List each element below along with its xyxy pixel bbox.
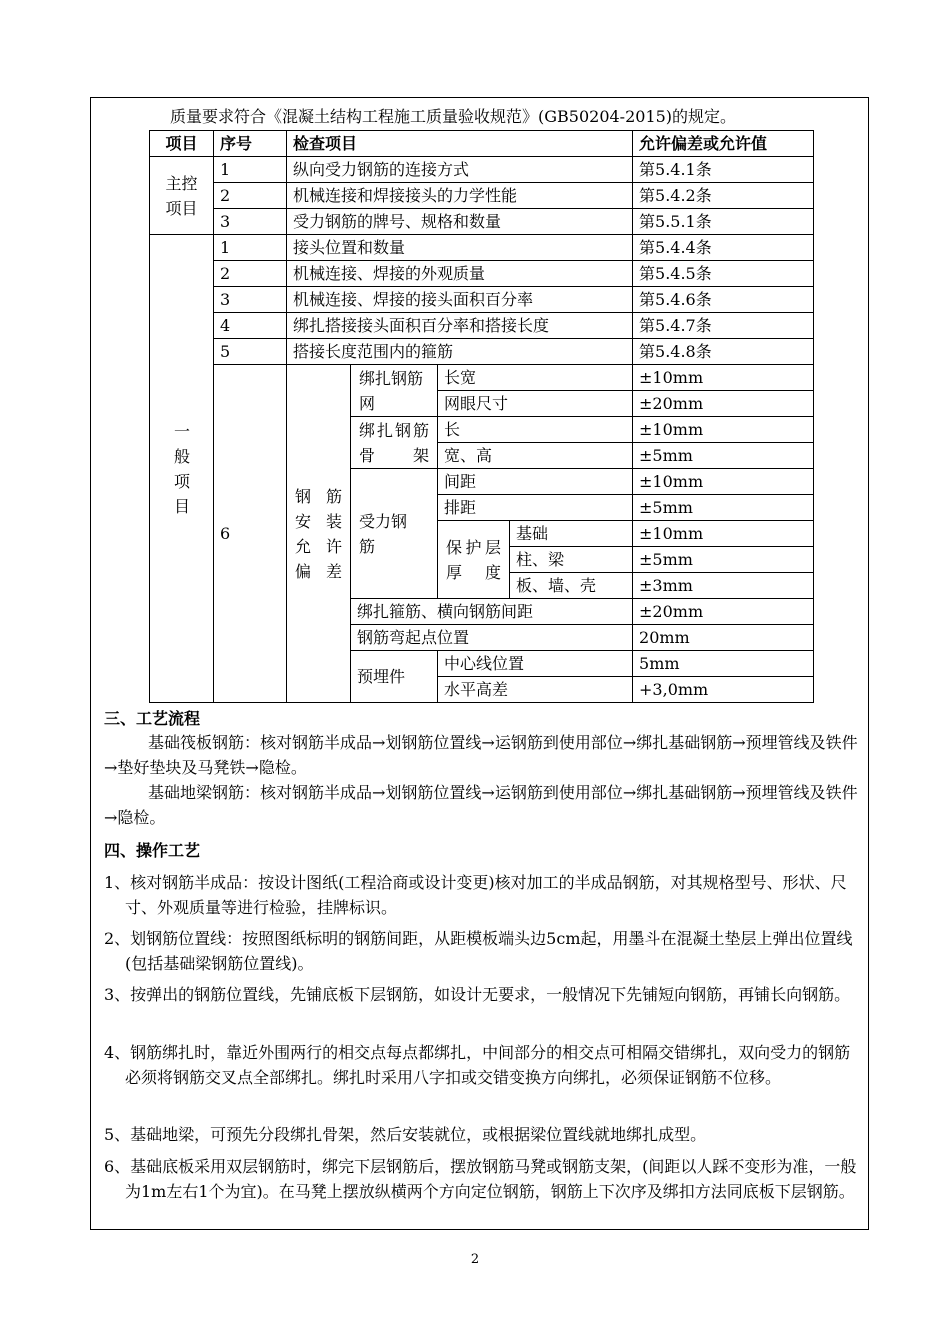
- row-item: 绑扎搭接接头面积百分率和搭接长度: [287, 313, 633, 339]
- step-item: 4、钢筋绑扎时，靠近外围两行的相交点每点都绑扎，中间部分的相交点可相隔交错绑扎，双向受力的钢筋必须将钢筋交叉点全部绑扎。绑扎时采用八字扣或交错变换方向绑扎，必须保证钢筋不位移。: [104, 1043, 851, 1087]
- row-value: 第5.4.1条: [633, 157, 814, 183]
- cage-width-height: 宽、高: [438, 443, 633, 469]
- row-value: 第5.4.7条: [633, 313, 814, 339]
- section-3-body: [104, 730, 862, 830]
- header-check-item: 检查项目: [287, 131, 633, 157]
- force-spacing-value: ±10mm: [633, 469, 814, 495]
- row-no: 1: [214, 157, 287, 183]
- row-item: 搭接长度范围内的箍筋: [287, 339, 633, 365]
- page-number: 2: [470, 1252, 480, 1267]
- process-beam: 基础地梁钢筋：核对钢筋半成品→划钢筋位置线→运钢筋到使用部位→绑扎基础钢筋→预埋管线及铁件→隐检。: [104, 783, 858, 827]
- embed-center: 中心线位置: [438, 651, 633, 677]
- row-value: 第5.4.5条: [633, 261, 814, 287]
- cover-slab-wall-value: ±3mm: [633, 573, 814, 599]
- force-spacing: 间距: [438, 469, 633, 495]
- step-item: 6、基础底板采用双层钢筋时，绑完下层钢筋后，摆放钢筋马凳或钢筋支架，(间距以人踩不变形为准，一般为1m左右1个为宜)。在马凳上摆放纵横两个方向定位钢筋，钢筋上下次序及绑扣方法同底板下层钢筋。: [104, 1157, 857, 1201]
- row-item: 接头位置和数量: [287, 235, 633, 261]
- cage-width-height-value: ±5mm: [633, 443, 814, 469]
- row-no: 1: [214, 235, 287, 261]
- table-row: [150, 287, 814, 313]
- row-value: 第5.4.8条: [633, 339, 814, 365]
- row-item: 受力钢筋的牌号、规格和数量: [287, 209, 633, 235]
- mesh-length-width: 长宽: [438, 365, 633, 391]
- step-item: 3、按弹出的钢筋位置线，先铺底板下层钢筋，如设计无要求，一般情况下先铺短向钢筋，再铺长向钢筋。: [104, 985, 851, 1004]
- table-row: [150, 261, 814, 287]
- header-tolerance: 允许偏差或允许值: [633, 131, 814, 157]
- table-row: [150, 365, 814, 391]
- step-item: 5、基础地梁，可预先分段绑扎骨架，然后安装就位，或根据梁位置线就地绑扎成型。: [104, 1125, 707, 1144]
- cage-label: 绑扎钢筋骨架: [351, 417, 438, 469]
- row-no: 2: [214, 183, 287, 209]
- cover-foundation-value: ±10mm: [633, 521, 814, 547]
- mesh-grid: 网眼尺寸: [438, 391, 633, 417]
- embed-center-value: 5mm: [633, 651, 814, 677]
- row-item: 机械连接、焊接的外观质量: [287, 261, 633, 287]
- quality-intro: 质量要求符合《混凝土结构工程施工质量验收规范》(GB50204-2015)的规定。: [170, 107, 737, 126]
- header-number: 序号: [214, 131, 287, 157]
- section-4-title: 四、操作工艺: [104, 841, 201, 860]
- stirrup-spacing-value: ±20mm: [633, 599, 814, 625]
- row-item: 机械连接、焊接的接头面积百分率: [287, 287, 633, 313]
- table-row: [150, 157, 814, 183]
- cover-slab-wall: 板、墙、壳: [510, 573, 633, 599]
- cage-length-value: ±10mm: [633, 417, 814, 443]
- row-item: 机械连接和焊接接头的力学性能: [287, 183, 633, 209]
- table-row: [150, 235, 814, 261]
- cover-foundation: 基础: [510, 521, 633, 547]
- cover-column-beam: 柱、梁: [510, 547, 633, 573]
- row-value: 第5.4.4条: [633, 235, 814, 261]
- table-header-row: [150, 131, 814, 157]
- section-3-title: 三、工艺流程: [104, 709, 201, 728]
- main-group-label: 主控项目: [150, 157, 214, 235]
- bend-position-value: 20mm: [633, 625, 814, 651]
- row-value: 第5.4.6条: [633, 287, 814, 313]
- cover-label: 保护层厚度: [438, 521, 510, 599]
- table-row: [150, 209, 814, 235]
- row-no: 3: [214, 209, 287, 235]
- row6-no: 6: [214, 365, 287, 703]
- cover-column-beam-value: ±5mm: [633, 547, 814, 573]
- embed-label: 预埋件: [351, 651, 438, 703]
- mesh-length-width-value: ±10mm: [633, 365, 814, 391]
- step-item: 1、核对钢筋半成品：按设计图纸(工程洽商或设计变更)核对加工的半成品钢筋，对其规格型号、形状、尺寸、外观质量等进行检验，挂牌标识。: [104, 873, 847, 917]
- row6-label: 钢筋安装允许偏差: [287, 365, 351, 703]
- bend-position: 钢筋弯起点位置: [351, 625, 633, 651]
- mesh-grid-value: ±20mm: [633, 391, 814, 417]
- row-no: 2: [214, 261, 287, 287]
- general-group-label: 一般项目: [150, 235, 214, 703]
- embed-level-value: +3,0mm: [633, 677, 814, 703]
- force-label: 受力钢筋: [351, 469, 438, 599]
- row-item: 纵向受力钢筋的连接方式: [287, 157, 633, 183]
- cage-length: 长: [438, 417, 633, 443]
- row-no: 5: [214, 339, 287, 365]
- row-value: 第5.4.2条: [633, 183, 814, 209]
- table-row: [150, 313, 814, 339]
- row-value: 第5.5.1条: [633, 209, 814, 235]
- inspection-table: [149, 130, 814, 703]
- row-no: 4: [214, 313, 287, 339]
- row-no: 3: [214, 287, 287, 313]
- header-project: 项目: [150, 131, 214, 157]
- force-row-spacing: 排距: [438, 495, 633, 521]
- force-row-spacing-value: ±5mm: [633, 495, 814, 521]
- stirrup-spacing: 绑扎箍筋、横向钢筋间距: [351, 599, 633, 625]
- embed-level: 水平高差: [438, 677, 633, 703]
- mesh-label: 绑扎钢筋网: [351, 365, 438, 417]
- table-row: [150, 183, 814, 209]
- process-raft: 基础筏板钢筋：核对钢筋半成品→划钢筋位置线→运钢筋到使用部位→绑扎基础钢筋→预埋管线及铁件→垫好垫块及马凳铁→隐检。: [104, 733, 858, 777]
- step-item: 2、划钢筋位置线：按照图纸标明的钢筋间距，从距模板端头边5cm起，用墨斗在混凝土垫层上弹出位置线(包括基础梁钢筋位置线)。: [104, 929, 853, 973]
- table-row: [150, 339, 814, 365]
